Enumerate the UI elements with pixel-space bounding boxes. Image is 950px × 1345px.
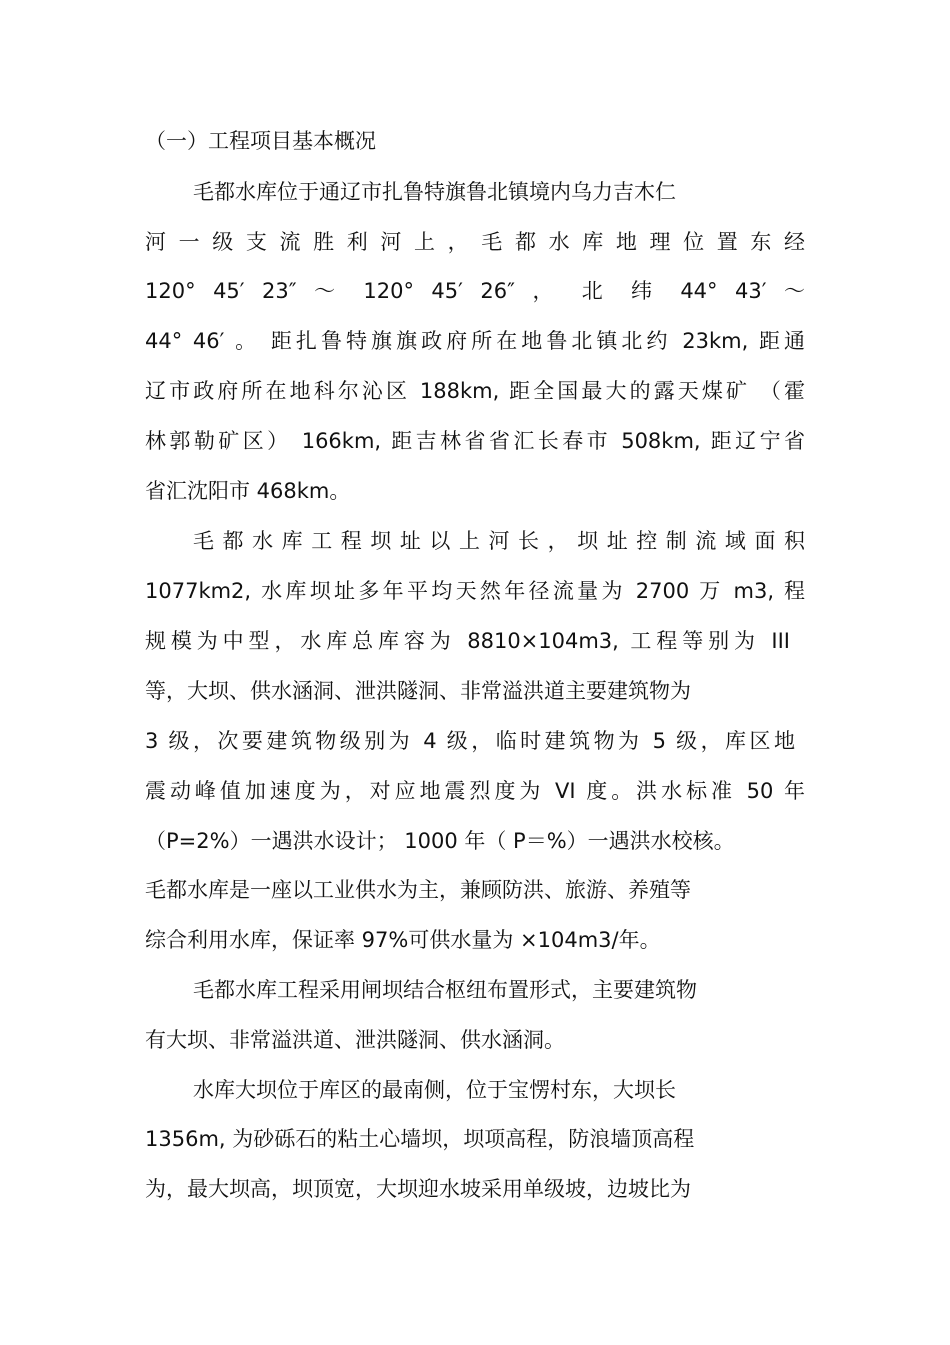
paragraph-4-line-2: 1356m, 为砂砾石的粘土心墙坝，坝项高程，防浪墙顶高程 bbox=[145, 1127, 695, 1151]
paragraph-2-line-6: 震动峰值加速度为，对应地震烈度为 VI 度。洪水标准 50 年 bbox=[145, 779, 805, 803]
paragraph-3-line-1: 毛都水库工程采用闸坝结合枢纽布置形式，主要建筑物 bbox=[193, 978, 697, 1002]
paragraph-1-line-4: 44° 46′ 。 距扎鲁特旗旗政府所在地鲁北镇北约 23km, 距通 bbox=[145, 329, 805, 353]
paragraph-3-line-2: 有大坝、非常溢洪道、泄洪隧洞、供水涵洞。 bbox=[145, 1028, 565, 1052]
paragraph-2-line-3: 规模为中型，水库总库容为 8810×104m3, 工程等别为 III bbox=[145, 629, 790, 653]
paragraph-2-line-8: 毛都水库是一座以工业供水为主，兼顾防洪、旅游、养殖等 bbox=[145, 878, 691, 902]
section-heading: （一）工程项目基本概况 bbox=[145, 129, 376, 153]
paragraph-1-line-7: 省汇沈阳市 468km。 bbox=[145, 479, 351, 503]
paragraph-1-line-3: 120° 45′ 23″ ～ 120° 45′ 26″ ， 北 纬 44° 43′ ～ bbox=[145, 279, 805, 303]
paragraph-2-line-5: 3 级，次要建筑物级别为 4 级，临时建筑物为 5 级，库区地 bbox=[145, 729, 795, 753]
paragraph-2-line-1: 毛 都 水 库 工 程 坝 址 以 上 河 长 ， 坝 址 控 制 流 域 面 积 bbox=[193, 529, 805, 553]
paragraph-4-line-1: 水库大坝位于库区的最南侧，位于宝愣村东，大坝长 bbox=[193, 1078, 676, 1102]
paragraph-4-line-3: 为，最大坝高，坝顶宽，大坝迎水坡采用单级坡，边坡比为 bbox=[145, 1177, 691, 1201]
paragraph-2-line-4: 等，大坝、供水涵洞、泄洪隧洞、非常溢洪道主要建筑物为 bbox=[145, 679, 691, 703]
paragraph-2-line-7: （P=2%）一遇洪水设计； 1000 年（ P＝%）一遇洪水校核。 bbox=[145, 829, 735, 853]
paragraph-1-line-1: 毛都水库位于通辽市扎鲁特旗鲁北镇境内乌力吉木仁 bbox=[193, 180, 676, 204]
paragraph-2-line-2: 1077km2, 水库坝址多年平均天然年径流量为 2700 万 m3, 程 bbox=[145, 579, 805, 603]
paragraph-1-line-6: 林郭勒矿区） 166km, 距吉林省省汇长春市 508km, 距辽宁省 bbox=[145, 429, 805, 453]
paragraph-2-line-9: 综合利用水库，保证率 97%可供水量为 ×104m3/年。 bbox=[145, 928, 661, 952]
paragraph-1-line-5: 辽市政府所在地科尔沁区 188km, 距全国最大的露天煤矿 （霍 bbox=[145, 379, 805, 403]
paragraph-1-line-2: 河 一 级 支 流 胜 利 河 上 ， 毛 都 水 库 地 理 位 置 东 经 bbox=[145, 230, 805, 254]
